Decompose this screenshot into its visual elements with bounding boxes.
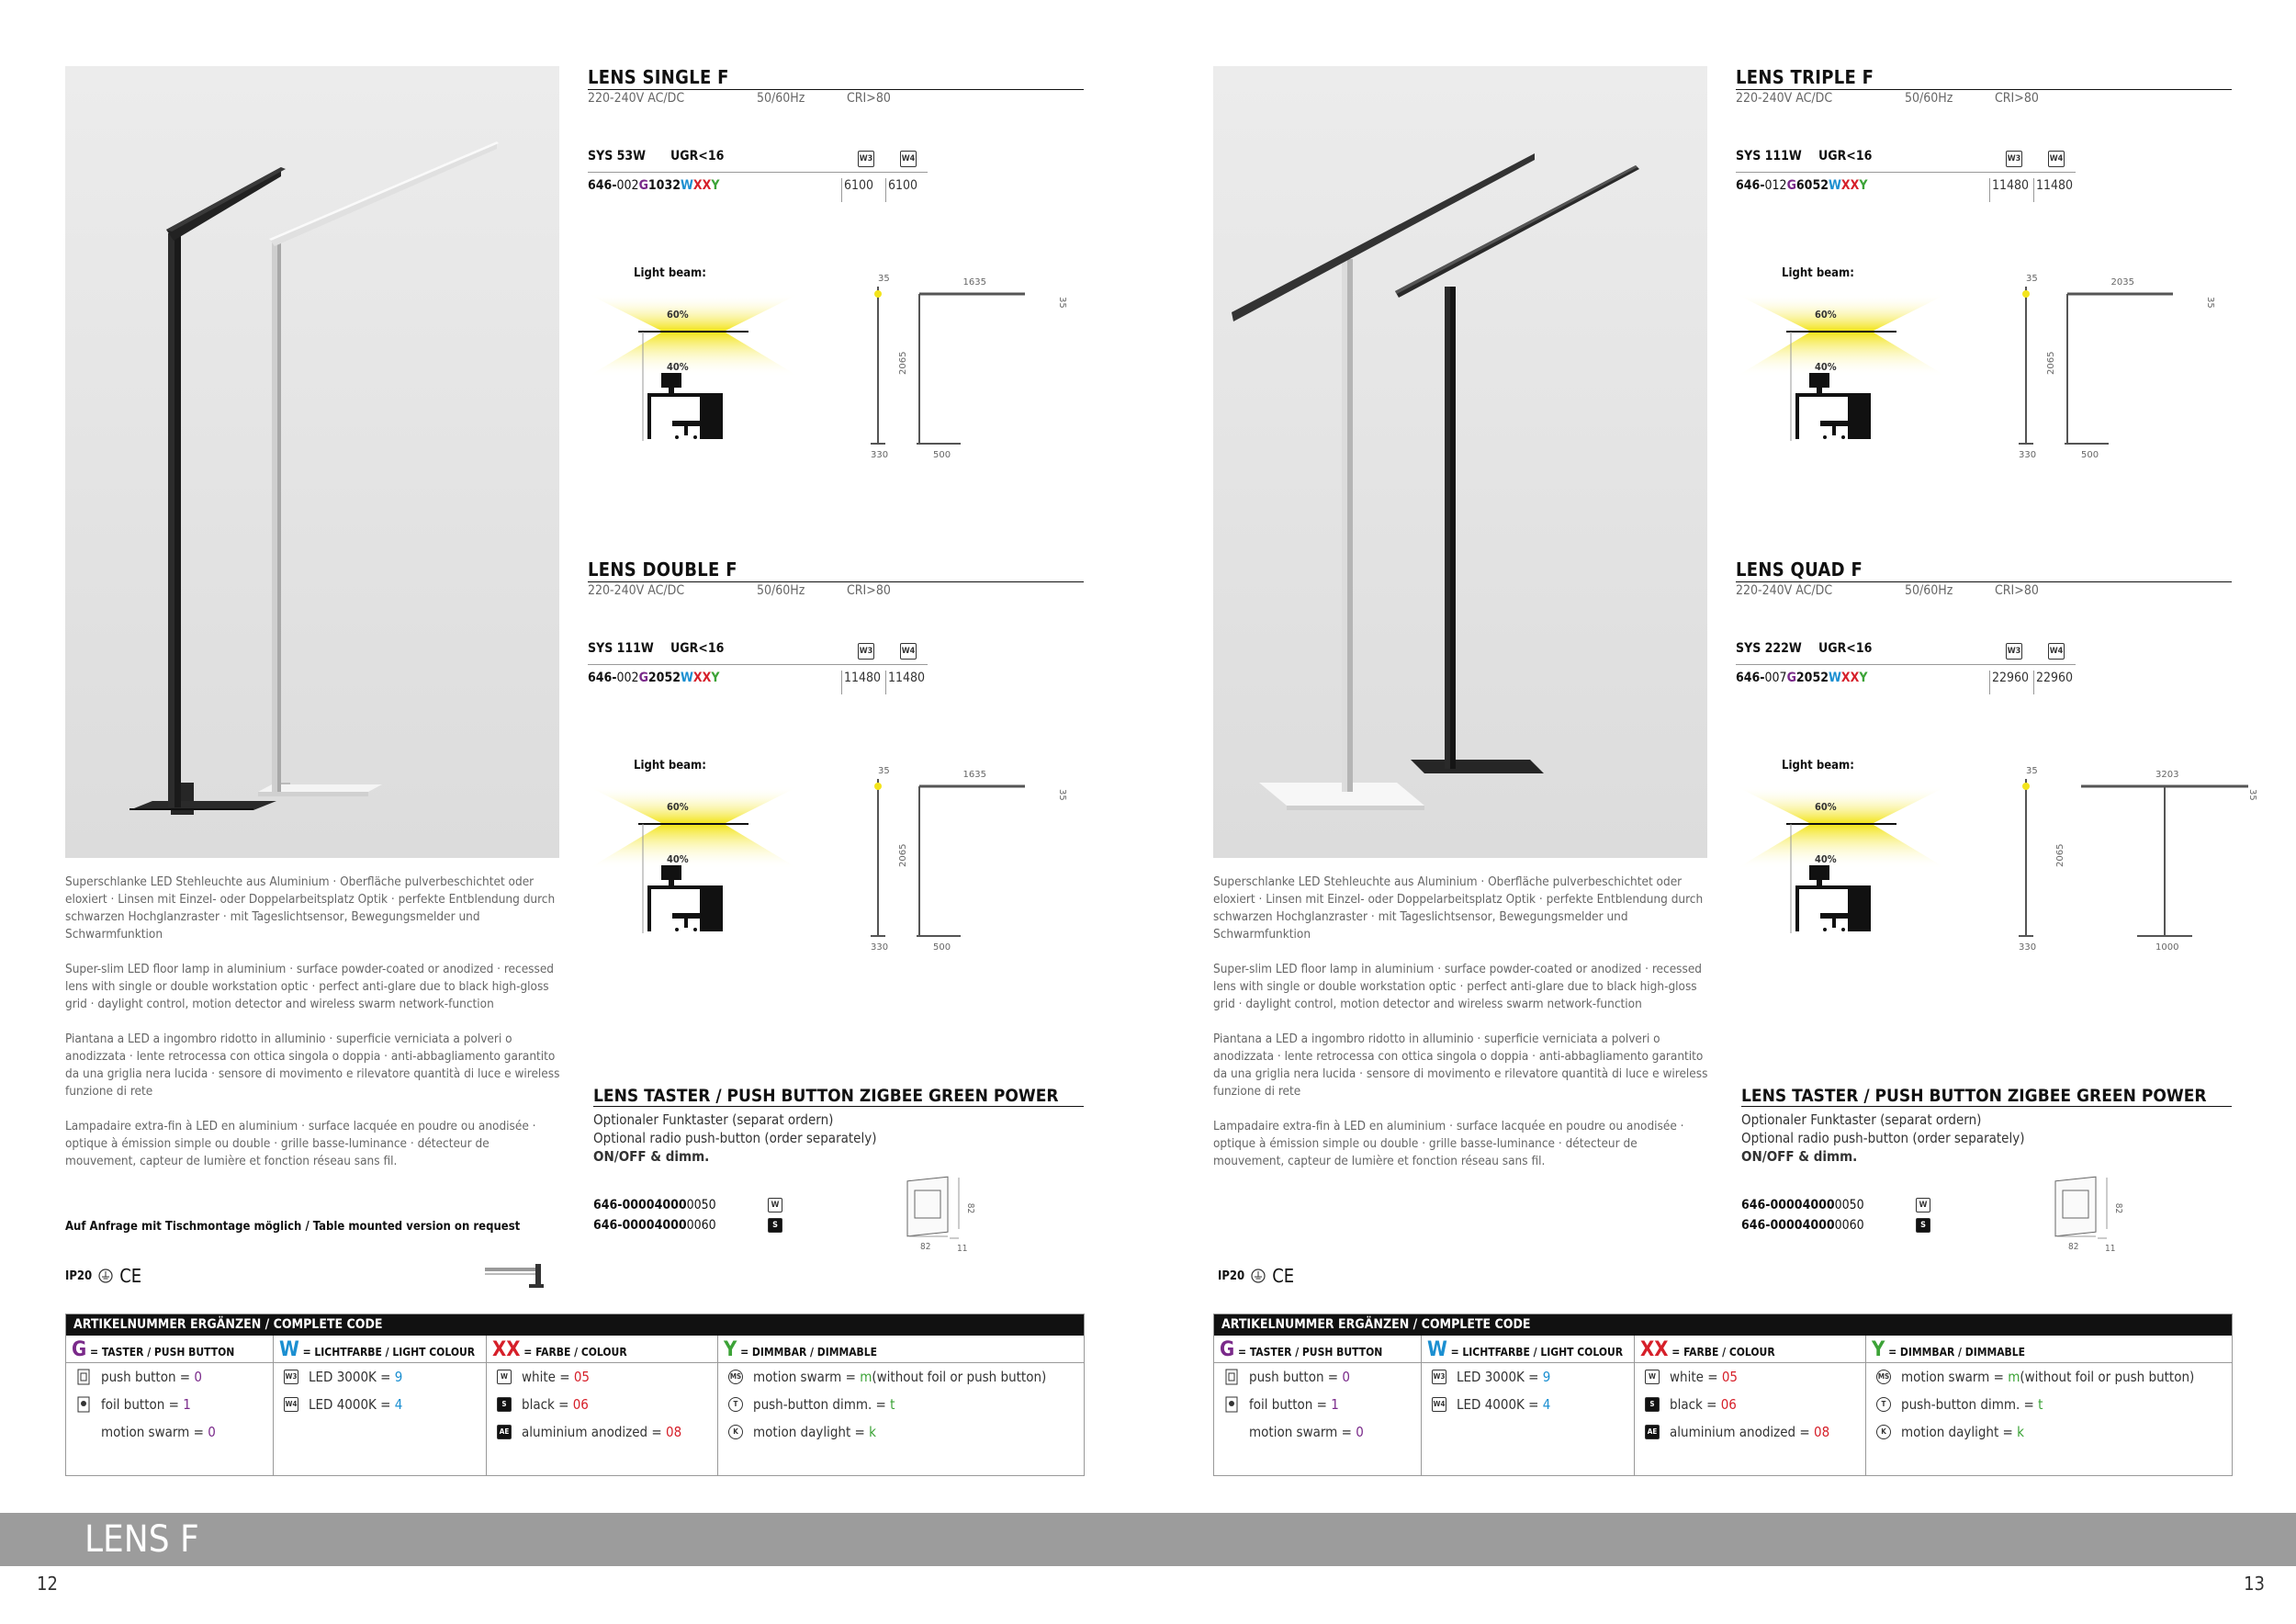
- light-beam-diagram: [588, 768, 799, 933]
- system-power: SYS 222W: [1736, 641, 1802, 656]
- dim-base-label: 330: [871, 450, 889, 460]
- push-button-block: [1741, 1086, 2232, 1254]
- system-row: [1736, 641, 2076, 665]
- legend-col-w: W = LICHTFARBE / LIGHT COLOUR W3 LED 3000K = 9 W4 LED 4000K = 4: [1422, 1336, 1635, 1475]
- spec-cri: CRI>80: [847, 91, 891, 106]
- description-paragraph: Super-slim LED floor lamp in aluminium · surface powder-coated or anodized · recessed lens with single or double workstation optic · perfect anti-glare due to black high-gloss grid · daylight control, motion detector and wireless swarm network-function: [65, 962, 555, 1011]
- description-paragraph: Piantana a LED a ingombro ridotto in alluminio · superficie verniciata a polveri o anodizzata · lente retrocessa con ottica singola o doppia · anti-abbagliamento garantito da una griglia nera lucida · sensore di movimento e rilevatore quantità di luce e wireless funzione di rete: [65, 1032, 560, 1099]
- legend-row: MS motion swarm = m (without foil or push button): [1877, 1369, 2195, 1385]
- legend-header: ARTIKELNUMMER ERGÄNZEN / COMPLETE CODE: [66, 1314, 1084, 1336]
- w3-icon: W3: [2006, 643, 2022, 660]
- dim-height-label: 2065: [2046, 351, 2056, 375]
- beam-bottom-percent: 40%: [1815, 361, 1837, 373]
- dim-base-label: 330: [871, 942, 889, 953]
- footer-title: LENS F: [84, 1518, 199, 1561]
- legend-option-icon: W3: [1432, 1370, 1446, 1384]
- lamp-photo-illustration: [65, 66, 559, 858]
- system-row: [588, 641, 928, 665]
- lumen-w4: 22960: [2033, 671, 2073, 694]
- light-beam-label: Light beam:: [634, 266, 706, 280]
- dimension-drawing: [860, 274, 1071, 460]
- push-button-icon: [77, 1369, 90, 1385]
- ip-rating: [1218, 1265, 1294, 1287]
- footer-band: [0, 1513, 2296, 1566]
- product-specs: [588, 583, 1084, 598]
- product-block: [1736, 66, 2232, 525]
- legend-option-icon: T: [728, 1397, 743, 1412]
- light-beam-label: Light beam:: [1782, 266, 1854, 280]
- product-block: [588, 66, 1084, 525]
- spec-cri: CRI>80: [1995, 91, 2039, 106]
- dim-height-label: 2065: [898, 843, 908, 867]
- dim-height-label: 2065: [898, 351, 908, 375]
- article-code-row: [588, 178, 928, 202]
- legend-option-icon: W3: [284, 1370, 298, 1384]
- clamp-icon: [485, 1260, 549, 1297]
- system-row: [588, 149, 928, 173]
- product-specs: [1736, 583, 2232, 598]
- beam-top-percent: 60%: [1815, 309, 1837, 321]
- legend-row: motion swarm = 0: [1249, 1424, 1364, 1440]
- dim-width-label: 1635: [962, 277, 986, 288]
- legend-option-icon: W4: [1432, 1397, 1446, 1412]
- light-beam-label: Light beam:: [634, 759, 706, 773]
- black-color-icon: S: [1916, 1218, 1930, 1233]
- white-color-icon: W: [768, 1198, 782, 1212]
- foil-button-icon: [77, 1396, 90, 1413]
- push-button-description: Optionaler Funktaster (separat ordern) Optional radio push-button (order separately) ON/OFF & dimm.: [593, 1111, 877, 1165]
- complete-code-legend: [1213, 1314, 2233, 1476]
- legend-col-xx: XX = FARBE / COLOUR W white = 05 S black = 06 AE aluminium anodized = 08: [1635, 1336, 1866, 1475]
- legend-option-icon: W: [1645, 1370, 1660, 1384]
- push-button-dim-h: 82: [965, 1202, 976, 1214]
- dim-depth-label: 500: [933, 450, 951, 460]
- beam-bottom-percent: 40%: [1815, 853, 1837, 865]
- beam-top-percent: 60%: [667, 801, 689, 813]
- dimension-drawing: [860, 766, 1071, 953]
- description-paragraph: Superschlanke LED Stehleuchte aus Aluminium · Oberfläche pulverbeschichtet oder eloxiert · Linsen mit Einzel- oder Doppelarbeitsplatz Optik · perfekte Entblendung durch schwarzen Hochglanzraster · mit Tageslichtsensor, Bewegungsmelder und Schwarmfunktion: [1213, 874, 1704, 942]
- legend-row: T push-button dimm. = t: [718, 1391, 1084, 1418]
- ce-mark: CE: [1272, 1265, 1295, 1287]
- system-power: SYS 53W: [588, 149, 647, 164]
- ce-mark: CE: [119, 1265, 142, 1287]
- spec-cri: CRI>80: [1995, 583, 2039, 598]
- article-code: 646-012G6052WXXY: [1736, 178, 1868, 193]
- legend-option-icon: AE: [1645, 1425, 1660, 1439]
- legend-row: push button = 0: [1214, 1363, 1421, 1391]
- system-ugr: UGR<16: [670, 149, 725, 164]
- dim-side-label: 35: [2026, 274, 2038, 284]
- description-paragraph: Super-slim LED floor lamp in aluminium · surface powder-coated or anodized · recessed lens with single or double workstation optic · perfect anti-glare due to black high-gloss grid · daylight control, motion detector and wireless swarm network-function: [1213, 962, 1703, 1011]
- legend-row: W4 LED 4000K = 4: [1433, 1396, 1551, 1413]
- legend-option-icon: W4: [284, 1397, 298, 1412]
- lumen-w3: 11480: [841, 671, 881, 694]
- legend-col-y: Y = DIMMBAR / DIMMABLE MS motion swarm = m (without foil or push button) T push-button dimm. = t K motion daylight = k: [1866, 1336, 2232, 1475]
- push-button-dim-w: 82: [920, 1242, 931, 1252]
- legend-col-g: G = TASTER / PUSH BUTTON push button = 0 foil button = 1 motion swarm = 0: [66, 1336, 274, 1475]
- legend-option-icon: K: [1876, 1425, 1891, 1439]
- legend-row: K motion daylight = k: [718, 1418, 1084, 1446]
- dim-width-label: 2035: [2110, 277, 2134, 288]
- legend-row: W white = 05: [487, 1363, 717, 1391]
- dim-base-label: 330: [2019, 450, 2037, 460]
- push-button-block: [593, 1086, 1084, 1254]
- spec-frequency: 50/60Hz: [1905, 91, 1953, 106]
- dimension-drawing: [2008, 274, 2219, 460]
- legend-row: W3 LED 3000K = 9: [1433, 1369, 1551, 1385]
- ip-rating: [65, 1265, 141, 1287]
- beam-bottom-percent: 40%: [667, 853, 689, 865]
- product-photo: [1213, 66, 1707, 858]
- w3-icon: W3: [2006, 151, 2022, 167]
- dim-height-label: 2065: [2055, 843, 2065, 867]
- legend-col-y: Y = DIMMBAR / DIMMABLE MS motion swarm = m (without foil or push button) T push-button dimm. = t K motion daylight = k: [718, 1336, 1084, 1475]
- lamp-photo-illustration: [1213, 66, 1707, 858]
- table-mount-note: Auf Anfrage mit Tischmontage möglich / Table mounted version on request: [65, 1220, 521, 1234]
- dim-side-label: 35: [2026, 766, 2038, 776]
- system-ugr: UGR<16: [670, 641, 725, 656]
- product-title: LENS DOUBLE F: [588, 558, 1084, 582]
- spec-frequency: 50/60Hz: [757, 583, 805, 598]
- dim-side-label: 35: [878, 274, 890, 284]
- spec-cri: CRI>80: [847, 583, 891, 598]
- w4-icon: W4: [900, 151, 917, 167]
- product-title: LENS SINGLE F: [588, 66, 1084, 90]
- dim-top-label: 35: [2247, 789, 2257, 801]
- legend-row: W white = 05: [1635, 1363, 1865, 1391]
- light-beam-diagram: [588, 276, 799, 441]
- light-beam-diagram: [1736, 768, 1947, 933]
- dim-depth-label: 500: [2081, 450, 2099, 460]
- system-ugr: UGR<16: [1818, 641, 1873, 656]
- class-icon: [1250, 1268, 1266, 1284]
- push-button-title: LENS TASTER / PUSH BUTTON ZIGBEE GREEN POWER: [1741, 1086, 2232, 1107]
- push-button-drawing: [2054, 1172, 2136, 1258]
- product-description: [1213, 874, 1709, 1188]
- legend-row: W3 LED 3000K = 9: [285, 1369, 403, 1385]
- legend-row: K motion daylight = k: [1866, 1418, 2232, 1446]
- article-code-row: [588, 671, 928, 694]
- legend-col-g: G = TASTER / PUSH BUTTON push button = 0 foil button = 1 motion swarm = 0: [1214, 1336, 1422, 1475]
- legend-option-icon: S: [497, 1397, 512, 1412]
- article-code-row: [1736, 178, 2076, 202]
- article-code: 646-002G1032WXXY: [588, 178, 720, 193]
- dimension-drawing: [2008, 766, 2257, 953]
- push-button-dim-w: 82: [2068, 1242, 2079, 1252]
- dim-top-label: 35: [2205, 297, 2215, 309]
- lumen-w4: 6100: [885, 178, 917, 202]
- system-power: SYS 111W: [588, 641, 654, 656]
- w3-icon: W3: [858, 151, 874, 167]
- w4-icon: W4: [2048, 151, 2065, 167]
- beam-top-percent: 60%: [667, 309, 689, 321]
- push-button-code-black: 646-000040000060 S: [1741, 1218, 1864, 1233]
- push-button-description: Optionaler Funktaster (separat ordern) Optional radio push-button (order separately) ON/OFF & dimm.: [1741, 1111, 2025, 1165]
- article-code-row: [1736, 671, 2076, 694]
- product-block: [588, 558, 1084, 1018]
- legend-option-icon: MS: [1876, 1370, 1891, 1384]
- legend-row: AE aluminium anodized = 08: [487, 1418, 717, 1446]
- white-color-icon: W: [1916, 1198, 1930, 1212]
- legend-row: AE aluminium anodized = 08: [1635, 1418, 1865, 1446]
- description-paragraph: Superschlanke LED Stehleuchte aus Aluminium · Oberfläche pulverbeschichtet oder eloxiert · Linsen mit Einzel- oder Doppelarbeitsplatz Optik · perfekte Entblendung durch schwarzen Hochglanzraster · mit Tageslichtsensor, Bewegungsmelder und Schwarmfunktion: [65, 874, 556, 942]
- product-specs: [588, 91, 1084, 106]
- legend-option-icon: K: [728, 1425, 743, 1439]
- article-code: 646-002G2052WXXY: [588, 671, 720, 685]
- description-paragraph: Lampadaire extra-fin à LED en aluminium · surface lacquée en poudre ou anodisée · optique à émission simple ou double · grille basse-luminance · détecteur de mouvement, capteur de lumière et fonction réseau sans fil.: [1213, 1119, 1684, 1168]
- dim-top-label: 35: [1057, 789, 1067, 801]
- legend-option-icon: S: [1645, 1397, 1660, 1412]
- lumen-w3: 22960: [1989, 671, 2029, 694]
- description-paragraph: Lampadaire extra-fin à LED en aluminium · surface lacquée en poudre ou anodisée · optique à émission simple ou double · grille basse-luminance · détecteur de mouvement, capteur de lumière et fonction réseau sans fil.: [65, 1119, 536, 1168]
- w4-icon: W4: [900, 643, 917, 660]
- legend-row: motion swarm = 0: [101, 1424, 216, 1440]
- push-button-code-white: 646-000040000050 W: [1741, 1198, 1864, 1212]
- spec-frequency: 50/60Hz: [757, 91, 805, 106]
- w4-icon: W4: [2048, 643, 2065, 660]
- complete-code-legend: [65, 1314, 1085, 1476]
- beam-top-percent: 60%: [1815, 801, 1837, 813]
- product-block: [1736, 558, 2257, 1018]
- product-description: [65, 874, 561, 1188]
- push-button-title: LENS TASTER / PUSH BUTTON ZIGBEE GREEN POWER: [593, 1086, 1084, 1107]
- legend-row: foil button = 1: [1214, 1391, 1421, 1418]
- page-13: [1148, 0, 2296, 1624]
- system-power: SYS 111W: [1736, 149, 1802, 164]
- page-number: 13: [2244, 1573, 2265, 1595]
- light-beam-label: Light beam:: [1782, 759, 1854, 773]
- legend-row: W4 LED 4000K = 4: [285, 1396, 403, 1413]
- legend-header: ARTIKELNUMMER ERGÄNZEN / COMPLETE CODE: [1214, 1314, 2232, 1336]
- legend-row: push button = 0: [66, 1363, 273, 1391]
- spec-frequency: 50/60Hz: [1905, 583, 1953, 598]
- article-code: 646-007G2052WXXY: [1736, 671, 1868, 685]
- ip-label: IP20: [1218, 1269, 1245, 1283]
- legend-row: MS motion swarm = m (without foil or push button): [729, 1369, 1047, 1385]
- lumen-w3: 6100: [841, 178, 873, 202]
- dim-depth-label: 1000: [2155, 942, 2179, 953]
- push-button-code-black: 646-000040000060 S: [593, 1218, 716, 1233]
- ip-label: IP20: [65, 1269, 93, 1283]
- dim-width-label: 3203: [2155, 770, 2179, 780]
- lumen-w4: 11480: [2033, 178, 2073, 202]
- dim-depth-label: 500: [933, 942, 951, 953]
- push-button-drawing: [906, 1172, 988, 1258]
- spec-voltage: 220-240V AC/DC: [1736, 91, 1833, 106]
- push-button-dim-h: 82: [2113, 1202, 2124, 1214]
- product-title: LENS TRIPLE F: [1736, 66, 2232, 90]
- legend-col-xx: XX = FARBE / COLOUR W white = 05 S black = 06 AE aluminium anodized = 08: [487, 1336, 718, 1475]
- class-icon: [97, 1268, 114, 1284]
- dim-base-label: 330: [2019, 942, 2037, 953]
- dim-top-label: 35: [1057, 297, 1067, 309]
- black-color-icon: S: [768, 1218, 782, 1233]
- page-number: 12: [37, 1573, 58, 1595]
- dim-width-label: 1635: [962, 770, 986, 780]
- system-row: [1736, 149, 2076, 173]
- legend-option-icon: AE: [497, 1425, 512, 1439]
- beam-bottom-percent: 40%: [667, 361, 689, 373]
- legend-row: S black = 06: [1635, 1391, 1865, 1418]
- push-button-code-white: 646-000040000050 W: [593, 1198, 716, 1212]
- product-specs: [1736, 91, 2232, 106]
- legend-col-w: W = LICHTFARBE / LIGHT COLOUR W3 LED 3000K = 9 W4 LED 4000K = 4: [274, 1336, 487, 1475]
- legend-row: S black = 06: [487, 1391, 717, 1418]
- legend-row: foil button = 1: [66, 1391, 273, 1418]
- legend-option-icon: W: [497, 1370, 512, 1384]
- push-button-icon: [1225, 1369, 1238, 1385]
- product-title: LENS QUAD F: [1736, 558, 2232, 582]
- spec-voltage: 220-240V AC/DC: [1736, 583, 1833, 598]
- spec-voltage: 220-240V AC/DC: [588, 583, 685, 598]
- lumen-w4: 11480: [885, 671, 925, 694]
- spec-voltage: 220-240V AC/DC: [588, 91, 685, 106]
- push-button-dim-d: 11: [2105, 1244, 2116, 1254]
- light-beam-diagram: [1736, 276, 1947, 441]
- push-button-dim-d: 11: [957, 1244, 968, 1254]
- product-photo: [65, 66, 559, 858]
- foil-button-icon: [1225, 1396, 1238, 1413]
- dim-side-label: 35: [878, 766, 890, 776]
- legend-option-icon: MS: [728, 1370, 743, 1384]
- w3-icon: W3: [858, 643, 874, 660]
- legend-option-icon: T: [1876, 1397, 1891, 1412]
- system-ugr: UGR<16: [1818, 149, 1873, 164]
- description-paragraph: Piantana a LED a ingombro ridotto in alluminio · superficie verniciata a polveri o anodizzata · lente retrocessa con ottica singola o doppia · anti-abbagliamento garantito da una griglia nera lucida · sensore di movimento e rilevatore quantità di luce e wireless funzione di rete: [1213, 1032, 1708, 1099]
- legend-row: T push-button dimm. = t: [1866, 1391, 2232, 1418]
- lumen-w3: 11480: [1989, 178, 2029, 202]
